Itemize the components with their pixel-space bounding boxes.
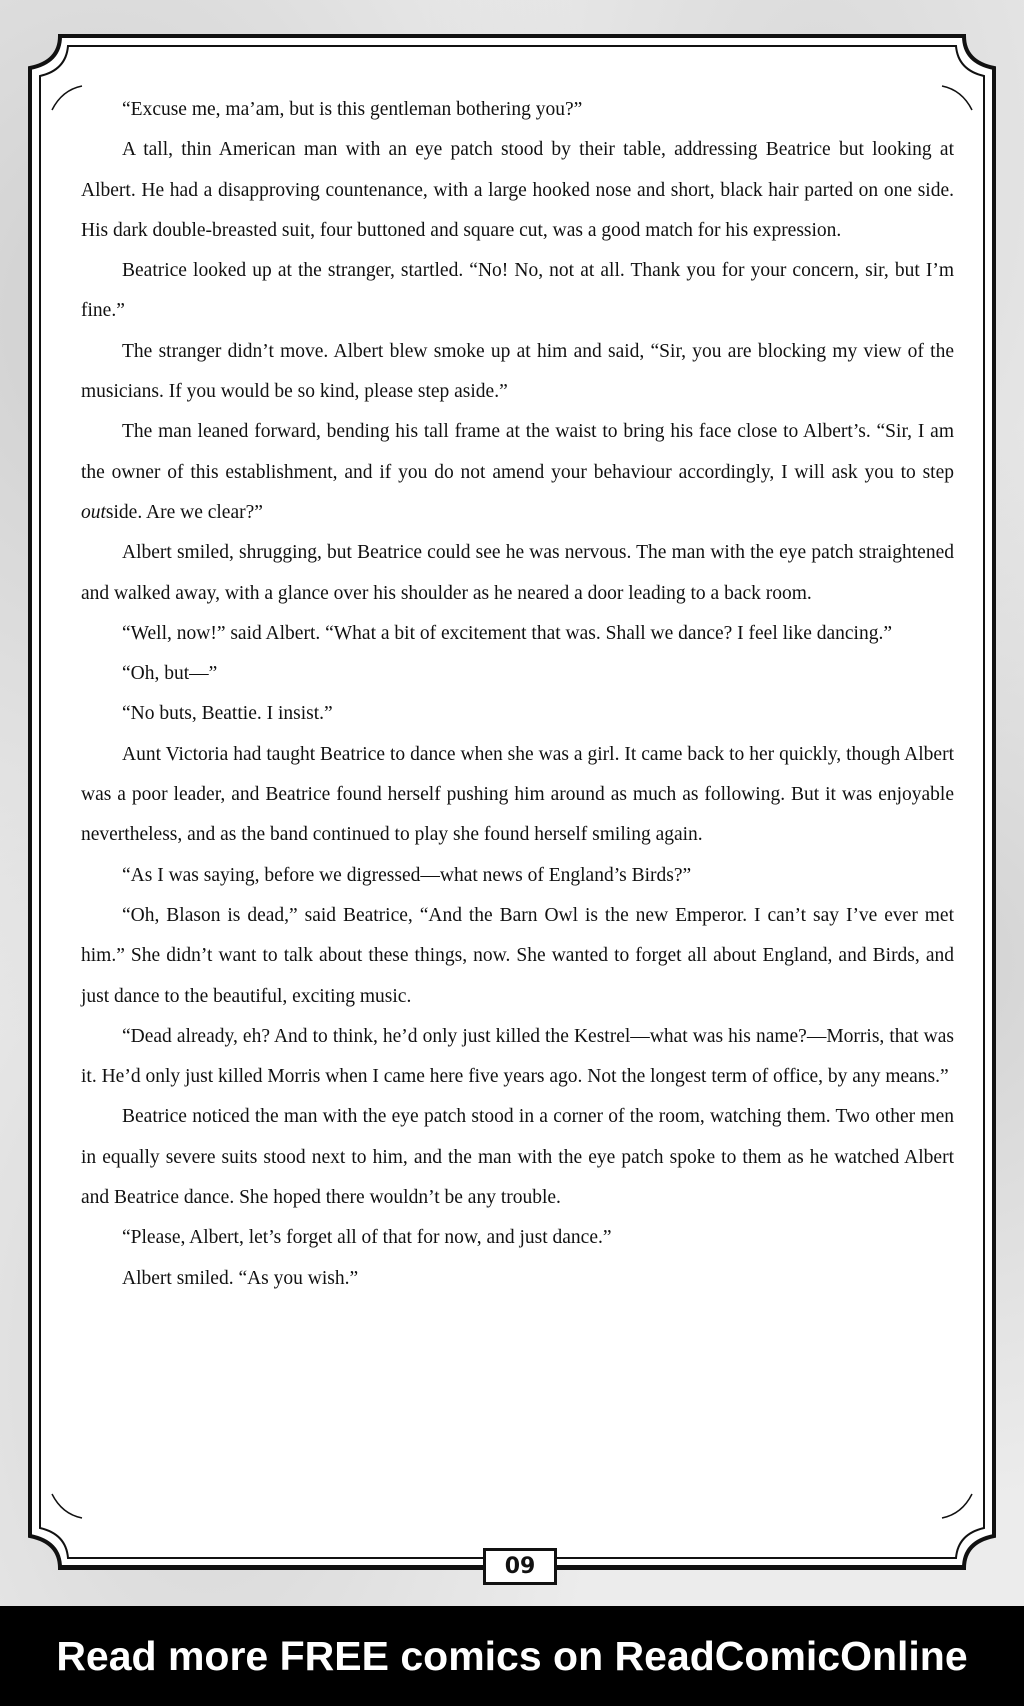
paragraph: Albert smiled, shrugging, but Beatrice could see he was nervous. The man with the eye patch straightened and walked away, with a glance over his shoulder as he neared a door leading to a back room.	[81, 542, 954, 604]
paragraph: “Oh, Blason is dead,” said Beatrice, “And the Barn Owl is the new Emperor. I can’t say I’ve ever met him.” She didn’t want to talk about these things, now. She wanted to forget all about England, and Birds, and just dance to the beautiful, exciting music.	[81, 904, 954, 1007]
paragraph: “Please, Albert, let’s forget all of that for now, and just dance.”	[122, 1227, 612, 1249]
page-number: 09	[483, 1548, 557, 1585]
paragraph: “As I was saying, before we digressed—what news of England’s Birds?”	[122, 864, 692, 886]
paragraph: Beatrice noticed the man with the eye patch stood in a corner of the room, watching them. Two other men in equally severe suits stood next to him, and the man with the eye patch spoke to them as he watched Albert and Beatrice dance. She hoped there wouldn’t be any trouble.	[81, 1106, 954, 1209]
paragraph: The stranger didn’t move. Albert blew smoke up at him and said, “Sir, you are blocking my view of the musicians. If you would be so kind, please step aside.”	[81, 340, 954, 403]
paragraph-text-before: The man leaned forward, bending his tall frame at the waist to bring his face close to Albert’s. “Sir, I am the owner of this establishment, and if you do not amend your behaviour accordingly, I will ask you to step	[81, 421, 954, 483]
paragraph: “Well, now!” said Albert. “What a bit of excitement that was. Shall we dance? I feel like dancing.”	[122, 622, 893, 644]
promo-banner-text[interactable]: Read more FREE comics on ReadComicOnline	[56, 1632, 968, 1679]
paragraph: Aunt Victoria had taught Beatrice to dance when she was a girl. It came back to her quickly, though Albert was a poor leader, and Beatrice found herself pushing him around as much as following. But it was enjoyable nevertheless, and as the band continued to play she found herself smiling again.	[81, 743, 954, 846]
paragraph: Albert smiled. “As you wish.”	[122, 1267, 359, 1289]
paragraph	[81, 412, 954, 533]
paragraph: “Oh, but—”	[122, 663, 218, 685]
promo-banner[interactable]	[0, 1606, 1024, 1706]
story-text	[81, 90, 954, 1510]
paragraph: “Dead already, eh? And to think, he’d only just killed the Kestrel—what was his name?—Morris, that was it. He’d only just killed Morris when I came here five years ago. Not the longest term of office, by any means.”	[81, 1025, 954, 1088]
paragraph: Beatrice looked up at the stranger, startled. “No! No, not at all. Thank you for your concern, sir, but I’m fine.”	[81, 260, 954, 322]
paragraph-text-after: side. Are we clear?”	[105, 501, 263, 523]
paragraph: A tall, thin American man with an eye patch stood by their table, addressing Beatrice but looking at Albert. He had a disapproving countenance, with a large hooked nose and short, black hair parted on one side. His dark double-breasted suit, four buttoned and square cut, was a good match for his expression.	[81, 139, 954, 241]
emphasized-word: out	[81, 501, 106, 523]
paragraph: “No buts, Beattie. I insist.”	[122, 703, 333, 725]
paragraph: “Excuse me, ma’am, but is this gentleman bothering you?”	[122, 99, 583, 120]
